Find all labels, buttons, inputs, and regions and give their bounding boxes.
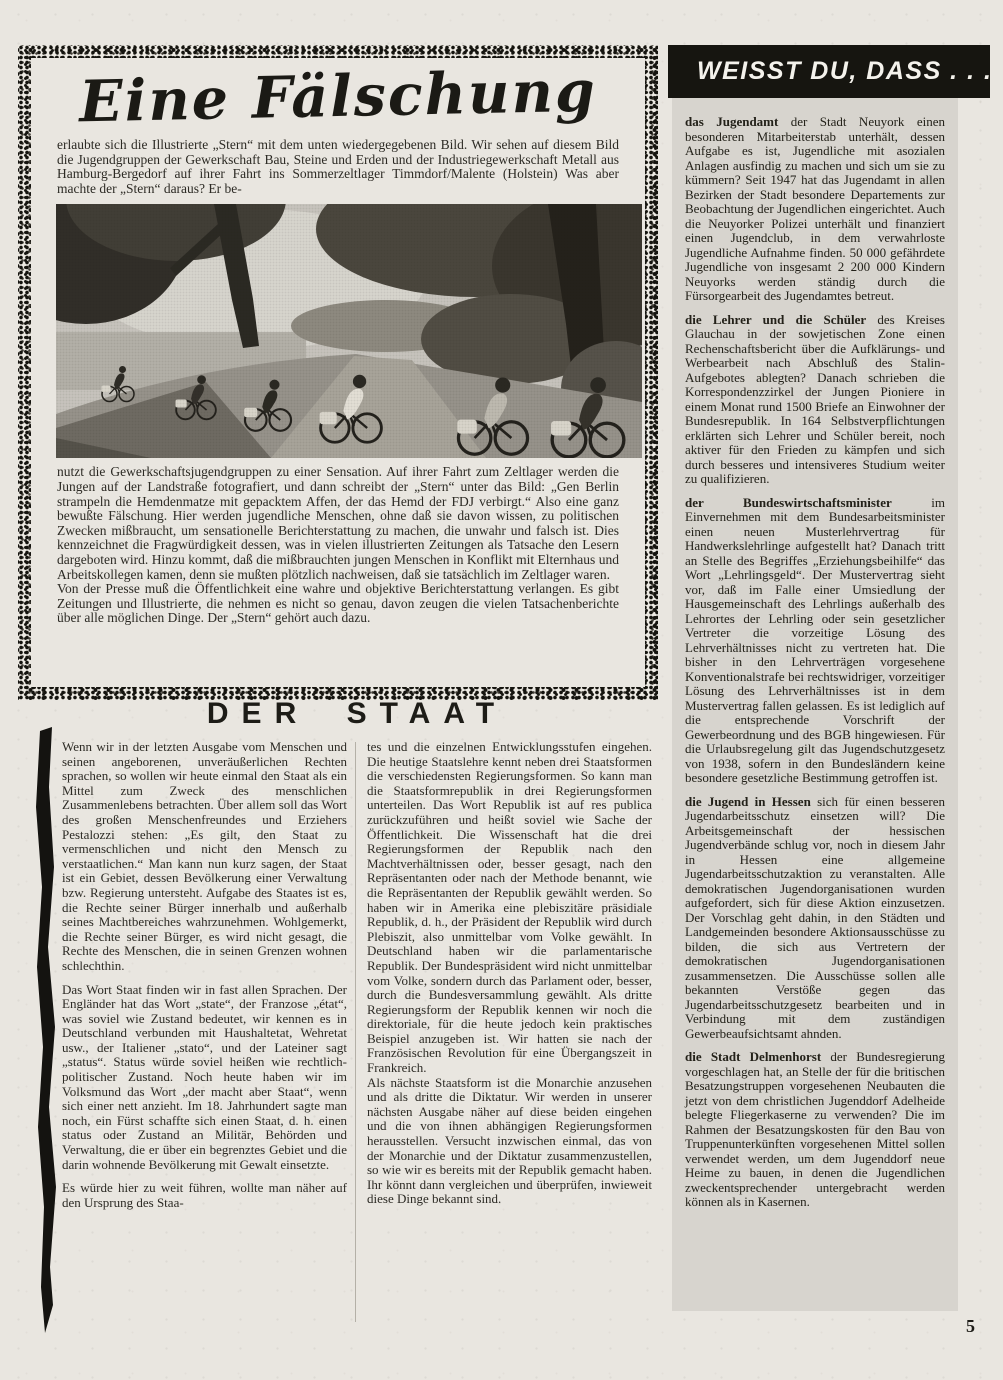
- falschung-body-paragraph-2: Von der Presse muß die Öffentlichkeit eine wahre und objektive Berichterstattung verlangen. Es gibt Zeitungen und Illustrierte, die nehmen es nicht so genau, davon zeugen die vielen Tatsachenberichte über alle möglichen Dinge. Der „Stern“ gehört auch dazu.: [57, 581, 619, 626]
- weisst-du-item: [685, 115, 945, 304]
- item-lead: das Jugendamt: [685, 114, 779, 129]
- der-staat-column-1: [62, 740, 347, 1332]
- decorative-ink-stroke: [30, 727, 58, 1333]
- staat-paragraph: tes und die einzelnen Entwicklungsstufen eingehen. Die heutige Staatslehre kennt neben drei Staatsformen die verschiedensten Regierungsformen. So kann man die Staatsformrepublik in drei Regierungsformen unterteilen. Das Wort Republik ist auf res publica zurückzuführen und heißt soviel wie Sache der Öffentlichkeit. Die Wissenschaft hat die drei Regierungsformen der Republik nach den Machtverhältnissen oder, besser gesagt, nach den Repräsentanten oder nach der Methode benannt, wie die Repräsentanten der Republik gewählt werden. So haben wir in Amerika eine plebiszitäre präsidiale Republik, d. h., der Präsident der Republik wird durch Plebiszit, also unmittelbar vom Volke gewählt. In Deutschland haben wir die parlamentarische Republik. Der Bundespräsident wird nicht unmittelbar vom Volke, sondern durch das Parlament oder, besser, durch die Bundesversammlung gewählt. Als dritte Regierungsform der Republik kennen wir noch die direktoriale, für die heute jedoch kein praktisches Beispiel anzugeben ist. Wir hatten sie nach der Französischen Revolution für eine Übergangszeit in Frankreich.: [367, 740, 652, 1076]
- weisst-du-dass-header-text: WEISST DU, DASS . . .: [697, 57, 993, 85]
- staat-paragraph: Wenn wir in der letzten Ausgabe vom Menschen und seinen angeborenen, unveräußerlichen Rechten sprachen, so wollen wir heute einmal den Staat als ein Mittel zum Zweck des menschlichen Zusammenlebens betrachten. Über allem soll das Wort des großen Menschenfreundes und Erziehers Pestalozzi stehen: „Es gilt, den Staat zu vermenschlichen und nicht den Mensch zu verstaatlichen.“ Man kann nun kurz sagen, der Staat ist ein Gebiet, dessen Bevölkerung einer Verwaltung bzw. Regierung untersteht. Aufgabe des Staates ist es, die Rechte seiner Bürger innerhalb und außerhalb seines Machtbereiches wahrzunehmen. Wohlgemerkt, die Rechte seiner Bürger, es wird nicht gesagt, die Rechte des Menschen, die in seinen Grenzen wohnen schlechthin.: [62, 740, 347, 973]
- article-title-eine-faelschung: Eine Fälschung: [78, 58, 598, 136]
- staat-paragraph: Es würde hier zu weit führen, wollte man näher auf den Ursprung des Staa-: [62, 1180, 347, 1210]
- cyclists-photo: [56, 204, 642, 458]
- falschung-body-paragraph-1: nutzt die Gewerkschaftsjugendgruppen zu einer Sensation. Auf ihrer Fahrt zum Zeltlager werden die Jungen auf der Landstraße fotografiert, und dann schreibt der „Stern“ unter das Bild: „Gen Berlin strampeln die Hemdenmatze mit gepacktem Affen, der das Hemd der FDJ verbirgt.“ Also eine ganz bewußte Fälschung. Hier werden jugendliche Menschen, ohne daß sie davon wissen, zu politischen Zwecken mißbraucht, um sensationelle Berichterstattung zu machen, die unwahr und falsch ist. Dies kennzeichnet die Fragwürdigkeit dessen, was in vielen illustrierten Zeitungen als Tatsache den Lesern dargeboten wird. Hinzu kommt, daß die mißbrauchten jungen Menschen in Konflikt mit Elternhaus und Arbeitskollegen kamen, denn sie mußten plötzlich nachweisen, daß sie tatsächlich im Zeltlager waren.: [57, 464, 619, 582]
- item-text: der Stadt Neuyork einen besonderen Mitarbeiterstab unterhält, dessen Aufgabe es ist, Jugendliche mit asozialen Anlagen ausfindig zu machen und sich um sie zu kümmern? Seit 1947 hat das Jugendamt in allen Bezirken der Stadt besondere Departements zur Beobachtung der Jugendlichen eingerichtet. Auch die Neuyorker Polizei unterhält und finanziert einen Jugendclub, in dem verwahrloste Jugendliche Aufnahme finden. 50 000 gefährdete Jugendliche von insgesamt 2 200 000 Kindern Neuyorks werden ständig durch die Fürsorgearbeit des Jugendamtes betreut.: [685, 114, 945, 303]
- item-text: der Bundesregierung vorgeschlagen hat, an Stelle der für die britischen Besatzungstruppen vorgesehenen Neubauten die jetzt von dem christlichen Jugenddorf Adelheide belegte Fliegerkaserne zu verwenden? Die im Rahmen der Besatzungskosten für den Bau von Truppenunterkünften vorgesehenen Mittel sollen verwendet werden, um dem Jugenddorf neue Heime zu bauen, in denen die Jugendlichen zweckentsprechender untergebracht werden können als in Kasernen.: [685, 1049, 945, 1209]
- der-staat-title: DER STAAT: [206, 697, 508, 730]
- weisst-du-item: [685, 1050, 945, 1210]
- der-staat-column-2: [367, 740, 652, 1332]
- staat-paragraph: Als nächste Staatsform ist die Monarchie anzusehen und als dritte die Diktatur. Wir werden in unserer nächsten Ausgabe näher auf diese beiden eingehen und die von ihnen abhängigen Regierungsformen herausstellen. Versucht inzwischen einmal, das von der Monarchie und der Diktatur zusammenzustellen, so wie wir es bereits mit der Republik gemacht haben. Ihr könnt dann vergleichen und überprüfen, inwieweit diese Dinge bekannt sind.: [367, 1074, 652, 1207]
- item-lead: die Lehrer und die Schüler: [685, 311, 867, 327]
- item-text: des Kreises Glauchau in der sowjetischen Zone einen Rechenschaftsbericht über die Aufklärungs- und Werbearbeit nach Abschluß des Stalin-Aufgebotes ablegten? Danach schrieben die Korrespondenzzirkel der Jungen Pioniere in einem Monat rund 1500 Briefe an Einwohner der Bundesrepublik. In 164 Selbstverpflichtungen erklärten sich Lehrer und Schüler bereit, noch aktiver für den Frieden zu kämpfen und sich durch besseres und intensiveres Studium weiter zu qualifizieren.: [685, 311, 945, 486]
- weisst-du-item: [685, 313, 945, 487]
- weisst-du-dass-column: [672, 98, 958, 1311]
- weisst-du-item: [685, 496, 945, 786]
- falschung-article-content: [31, 58, 645, 687]
- item-text: sich für einen besseren Jugendarbeitsschutz einsetzen will? Die Arbeitsgemeinschaft der hessischen Jugendverbände schlug vor, noch in diesem Jahr in Hessen eine allgemeine Jugendarbeitsschutzaktion zu veranstalten. Alle demokratischen Jugendorganisationen wurden aufgefordert, sich für diese Aktion einzusetzen. Der Vorschlag geht dahin, in den Städten und Landgemeinden besondere Aktionsausschüsse zu bilden, die sich aus Vertretern der demokratischen Jugendorganisationen zusammensetzen. Die Ausschüsse sollen alle bekannten Verstöße gegen das Jugendarbeitsschutzgesetz bearbeiten und in Verbindung mit dem zuständigen Gewerbeaufsichtsamt ahnden.: [685, 793, 946, 1041]
- falschung-article-box: [18, 45, 658, 700]
- staat-paragraph: Das Wort Staat finden wir in fast allen Sprachen. Der Engländer hat das Wort „state“, der Franzose „état“, was soviel wie Zustand bedeutet, wir kennen es in Deutschland verbunden mit Haushaltetat, Wehretat usw., der Italiener „stato“, und der Lateiner sagt „status“. Status würde soviel heißen wie rechtlich-politischer Zustand. Noch heute haben wir im Volksmund das Wort „der macht aber Staat“, wenn sich einer nett anzieht. Im 18. Jahrhundert sagte man noch, ein Fürst schaffte sich einen Staat, d. h. einen status oder Zustand an Militär, Behörden und Verwaltung, die er über ein begrenztes Gebiet und die darin wohnende Bevölkerung mit Gewalt einsetzte.: [62, 981, 347, 1172]
- weisst-du-item: [685, 795, 945, 1042]
- weisst-du-dass-header: [668, 45, 993, 98]
- falschung-intro-paragraph: erlaubte sich die Illustrierte „Stern“ mit dem unten wiedergegebenen Bild. Wir sehen auf diesem Bild die Jugendgruppen der Gewerkschaft Bau, Steine und Erden und der Industriegewerkschaft Metall aus Hamburg-Bergedorf auf ihrer Fahrt ins Sommerzeltlager Timmdorf/Malente (Holstein) Was aber machte der „Stern“ daraus? Er be-: [57, 137, 619, 196]
- item-text: im Einvernehmen mit dem Bundesarbeitsminister einen neuen Musterlehrvertrag für Handwerkslehrlinge aufgestellt hat? Danach tritt an Stelle des Begriffes „Erziehungsbeihilfe“ das Wort „Lehrlingsgeld“. Der Mustervertrag sieht vor, daß im Falle einer Umsiedlung der Hausgemeinschaft des Lehrlings außerhalb des Lehrortes der Lehrling oder sein gesetzlicher Vertreter die vorzeitige Lösung des Lehrverhältnisses nicht zu vertreten hat. Die bisher in den Lehrverträgen vorgesehene Konventionalstrafe bei rechtswidriger, vorzeitiger Lösung des Lehrverhältnisses ist in dem Mustervertrag fallen gelassen. Es ist lediglich auf die entsprechende Vorschrift der Gewerbeordnung und des BGB hingewiesen. Für die Urlaubsregelung gilt das Jugendschutzgesetz von 1938, sofern in den Bundesländern keine besondere gesetzliche Bestimmung getroffen ist.: [685, 494, 946, 785]
- item-lead: der Bundeswirtschaftsminister: [685, 494, 892, 510]
- item-lead: die Jugend in Hessen: [685, 793, 811, 809]
- page-number: 5: [966, 1316, 975, 1336]
- item-lead: die Stadt Delmenhorst: [685, 1049, 822, 1064]
- der-staat-columns: [62, 740, 652, 1332]
- cyclists-photo-illustration: [56, 204, 642, 458]
